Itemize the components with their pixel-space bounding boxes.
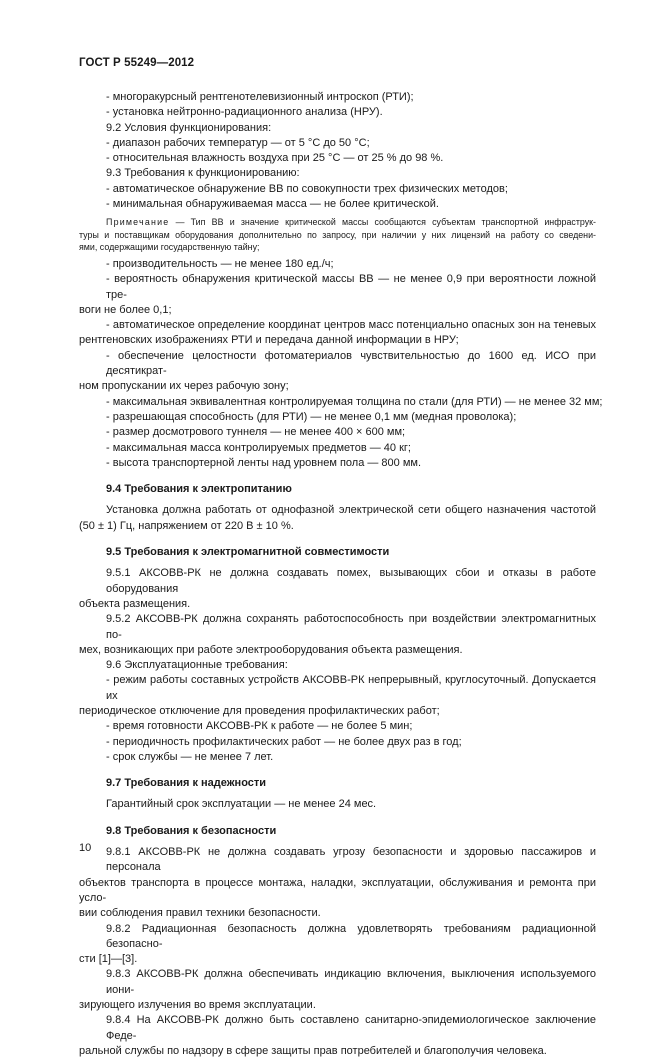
text-line: Гарантийный срок эксплуатации — не менее 24 мес. [106,798,377,811]
note-block [79,216,596,253]
text-line: 9.8.4 На АКСОВВ-РК должно быть составлено санитарно-эпидемиологическое заключение Феде- [106,1014,596,1042]
text-line: - диапазон рабочих температур — от 5 °С до 50 °С; [106,136,370,149]
text-line: объектов транспорта в процессе монтажа, наладки, эксплуатации, обслуживания и ремонта при усло- [79,876,596,904]
section-heading-9-7: 9.7 Требования к надежности [106,777,267,790]
text-line: - многоракурсный рентгенотелевизионный интроскоп (РТИ); [106,91,414,103]
text-line: - размер досмотрового туннеля — не менее 400 × 600 мм; [106,426,406,439]
text-line: Установка должна работать от однофазной электрической сети общего назначения частотой [106,504,596,517]
text-line: рентгеновских изображениях РТИ и передача данной информации в НРУ; [79,334,459,347]
text-line: ральной службы по надзору в сфере защиты прав потребителей и благополучия человека. [79,1044,547,1057]
section-heading-9-4: 9.4 Требования к электропитанию [106,483,292,496]
text-line: - срок службы — не менее 7 лет. [106,750,274,763]
text-line: 9.5.1 АКСОВВ-РК не должна создавать помех, вызывающих сбои и отказы в работе оборудования [106,567,596,595]
text-line: - режим работы составных устройств АКСОВВ-РК непрерывный, круглосуточный. Допускается их [106,674,596,702]
text-line: - периодичность профилактических работ — не более двух раз в год; [106,735,462,748]
text-line: - установка нейтронно-радиационного анализа (НРУ). [106,106,383,119]
text-line: - минимальная обнаруживаемая масса — не более критической. [106,198,439,211]
note-line: ями, содержащими государственную тайну; [79,241,260,252]
text-line: зирующего излучения во время эксплуатации. [79,999,316,1012]
text-line: 9.2 Условия функционирования: [106,121,272,134]
text-line: - автоматическое обнаружение ВВ по совокупности трех физических методов; [106,182,508,195]
text-line: 9.8.2 Радиационная безопасность должна удовлетворять требованиям радиационной безопасно- [106,922,596,950]
text-line: - относительная влажность воздуха при 25 °С — от 25 % до 98 %. [106,152,444,165]
text-line: периодическое отключение для проведения профилактических работ; [79,705,440,717]
note-line: туры и поставщикам оборудования дополнительно по запросу, при наличии у них лицензий на работу со сведени- [79,229,596,240]
text-line: - производительность — не менее 180 ед./ч; [106,257,334,270]
text-line: ном пропускании их через рабочую зону; [79,380,289,393]
document-header: ГОСТ Р 55249—2012 [79,57,195,69]
text-line: 9.8.1 АКСОВВ-РК не должна создавать угрозу безопасности и здоровью пассажиров и персонала [106,846,596,874]
text-line: - высота транспортерной ленты над уровнем пола — 800 мм. [106,456,422,469]
text-line: объекта размещения. [79,597,191,610]
section-heading-9-8: 9.8 Требования к безопасности [106,824,277,837]
text-line: воги не более 0,1; [79,303,172,316]
text-line: - разрешающая способность (для РТИ) — не менее 0,1 мм (медная проволока); [106,410,517,423]
page-number: 10 [79,842,92,854]
text-line: 9.3 Требования к функционированию: [106,167,300,180]
text-line: сти [1]—[3]. [79,953,138,966]
note-line: Примечание — Тип ВВ и значение критической массы сообщаются субъектам транспортной инфраструк- [106,217,596,228]
section-heading-9-5: 9.5 Требования к электромагнитной совместимости [106,546,390,559]
text-line: - максимальная эквивалентная контролируемая толщина по стали (для РТИ) — не менее 32 мм; [106,395,603,408]
document-body [79,90,603,1059]
text-line: вии соблюдения правил техники безопасности. [79,907,321,920]
text-line: - время готовности АКСОВВ-РК к работе — не более 5 мин; [106,720,413,733]
text-line: 9.8.3 АКСОВВ-РК должна обеспечивать индикацию включения, выключения используемого иони- [106,968,596,996]
text-line: мех, возникающих при работе электрооборудования объекта размещения. [79,643,463,656]
text-line: - максимальная масса контролируемых предметов — 40 кг; [106,441,411,454]
text-line: 9.6 Эксплуатационные требования: [106,659,288,672]
text-line: - автоматическое определение координат центров масс потенциально опасных зон на теневых [106,319,596,332]
note-label: Примечание [106,217,170,228]
text-line: 9.5.2 АКСОВВ-РК должна сохранять работоспособность при воздействии электромагнитных по- [106,613,596,641]
text-line: (50 ± 1) Гц, напряжением от 220 В ± 10 %. [79,519,294,532]
text-line: - вероятность обнаружения критической массы ВВ — не менее 0,9 при вероятности ложной тре- [106,273,596,301]
text-line: - обеспечение целостности фотоматериалов чувствительностью до 1600 ед. ИСО при десятикрат- [106,349,596,378]
